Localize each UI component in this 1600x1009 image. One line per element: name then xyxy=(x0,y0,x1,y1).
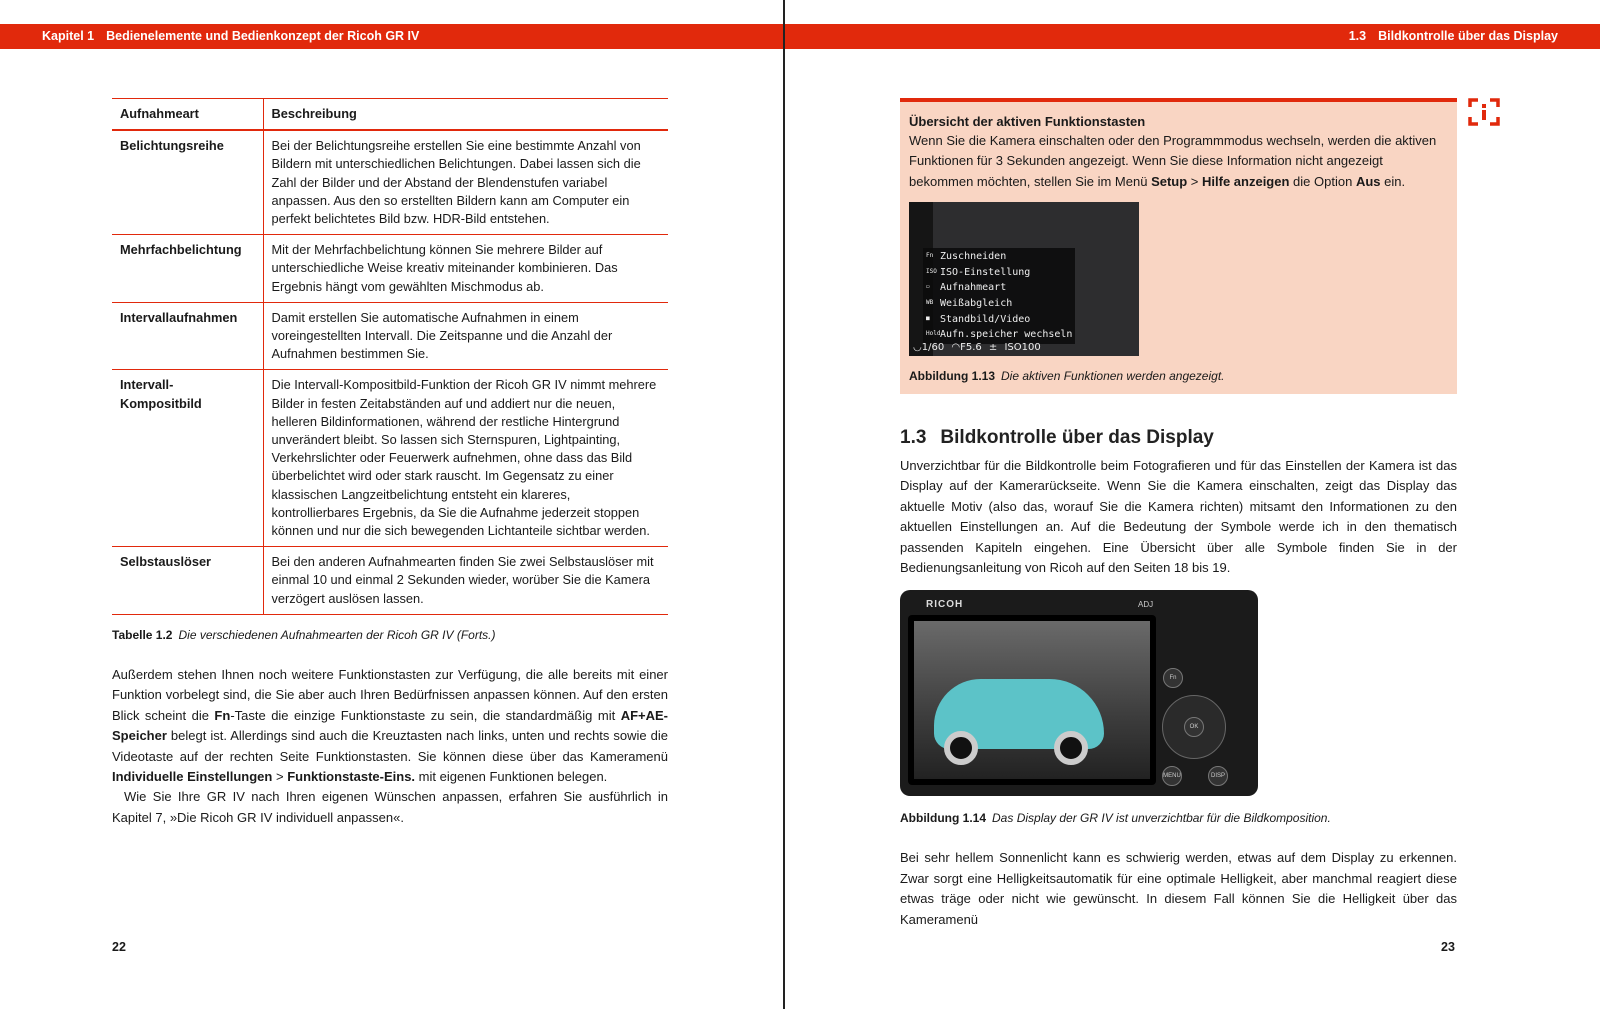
camera-back-photo xyxy=(900,590,1258,796)
menu-item xyxy=(926,296,1072,312)
column-header: Aufnahmeart xyxy=(112,99,263,131)
running-header-right xyxy=(785,24,1600,49)
paragraph xyxy=(112,665,668,787)
camera-lcd xyxy=(908,615,1156,785)
menu-item xyxy=(926,280,1072,296)
right-page-content xyxy=(900,425,1457,930)
cell-desc: Bei den anderen Aufnahmearten finden Sie zwei Selbstauslöser mit einmal 10 und einmal 2 Sekunden wieder, worüber Sie die Kamera verzögert auslösen lassen. xyxy=(263,547,668,615)
table-row xyxy=(112,130,668,235)
text: Fn xyxy=(214,707,231,723)
car-photo xyxy=(914,621,1150,779)
dial-icon xyxy=(1162,695,1226,759)
menu-button-icon: MENU xyxy=(1162,766,1182,786)
menu-item xyxy=(926,249,1072,265)
iso-icon: ISO xyxy=(926,267,937,275)
fn-icon: Fn xyxy=(926,252,934,260)
cell-name: Intervall-Kompositbild xyxy=(112,370,263,547)
table-row xyxy=(112,370,668,547)
text: > xyxy=(1187,173,1203,189)
wb-icon: WB xyxy=(926,299,934,307)
chapter-label: Kapitel 1 xyxy=(42,29,95,43)
menu-label: ISO-Einstellung xyxy=(940,267,1031,279)
text: Außerdem stehen Ihnen noch weitere Funktionstasten zur Verfügung, die alle bereits mit einer Funktion vorbelegt sind, die Sie aber auch Ihren Bedürfnissen anpassen können. Auf den ersten Blick scheint die xyxy=(112,666,668,723)
table-row xyxy=(112,235,668,303)
table-header xyxy=(112,99,668,131)
table-row xyxy=(112,302,668,370)
video-icon: ■ xyxy=(926,314,930,322)
disp-button-icon: DISP xyxy=(1208,766,1228,786)
caption-text: Die verschiedenen Aufnahmearten der Ricoh GR IV (Forts.) xyxy=(178,627,496,642)
camera-screen-figure xyxy=(909,202,1139,356)
paragraph: Unverzichtbar für die Bildkontrolle beim Fotografieren und für das Einstellen der Kamera ist das Display auf der Kamerarückseite. Wenn Sie die Kamera einschalten, zeigt das Display das aktuelle Motiv (also das, worauf Sie die Kamera richten) mitsamt den Informationen zu den aktuellen Einstellungen an. Auf die Bedeutung der Symbole werde ich in den thematisch passenden Kapiteln eingehen. Eine Übersicht über alle Symbole finden Sie in der Bedienungsanleitung von Ricoh auf den Seiten 18 bis 19. xyxy=(900,458,1457,576)
ok-button-icon: OK xyxy=(1184,717,1204,737)
menu-label: Aufnahmeart xyxy=(940,282,1007,294)
cell-desc: Mit der Mehrfachbelichtung können Sie mehrere Bilder auf unterschiedliche Weise kreativ miteinander kombinieren. Das Ergebnis hängt vom gewählten Mischmodus ab. xyxy=(263,235,668,303)
camera-brand-logo: RICOH xyxy=(926,599,964,611)
section-number: 1.3 xyxy=(1348,29,1367,43)
text: Individuelle Einstellungen xyxy=(112,768,273,784)
heading-title: Bildkontrolle über das Display xyxy=(940,427,1214,448)
text: Wenn Sie die Kamera einschalten oder den Programmmodus wechseln, werden die aktiven Funktionen für 3 Sekunden angezeigt. Wenn Sie diese Information nicht angezeigt bekommen möchten, stellen Sie im Menü xyxy=(909,133,1437,189)
text: Aus xyxy=(1355,173,1381,189)
figure-caption xyxy=(900,810,1457,826)
wheel xyxy=(1054,731,1088,765)
cell-desc: Bei der Belichtungsreihe erstellen Sie eine bestimmte Anzahl von Bildern mit unterschiedlichen Belichtungen. Dabei lassen sich die Zahl der Bilder und der Abstand der Blendenstufen variabel anpassen. Aus den so erstellten Bildern kann am Computer ein perfekt belichtetes Bild bzw. HDR-Bild entstehen. xyxy=(263,130,668,235)
caption-text: Die aktiven Funktionen werden angezeigt. xyxy=(1001,369,1225,384)
focus-info-icon xyxy=(1468,98,1500,126)
text: ein. xyxy=(1380,173,1406,189)
text: Funktionstaste-Eins. xyxy=(287,768,416,784)
text: mit eigenen Funktionen belegen. xyxy=(415,768,608,784)
function-menu xyxy=(923,248,1075,344)
running-header-left xyxy=(0,24,784,49)
table-row xyxy=(112,547,668,615)
heading-number: 1.3 xyxy=(900,427,927,448)
caption-label: Abbildung 1.14 xyxy=(900,811,987,826)
page-gutter xyxy=(783,0,785,1009)
left-page-content xyxy=(112,98,668,828)
text: Setup xyxy=(1151,173,1188,189)
menu-item xyxy=(926,312,1072,328)
drive-mode-icon: ▭ xyxy=(926,283,930,291)
fn-button-icon: Fn xyxy=(1163,668,1183,688)
video-hold-icon: Hold xyxy=(926,330,941,338)
cell-name: Selbstauslöser xyxy=(112,547,263,615)
menu-label: Aufn.speicher wechseln xyxy=(940,329,1073,341)
table-caption xyxy=(112,627,668,643)
modes-table xyxy=(112,98,668,615)
section-title: Bildkontrolle über das Display xyxy=(1378,29,1558,43)
menu-label: Weißabgleich xyxy=(940,298,1013,310)
menu-item xyxy=(926,265,1072,281)
cell-name: Intervallaufnahmen xyxy=(112,302,263,370)
cell-name: Belichtungsreihe xyxy=(112,130,263,235)
paragraph: Bei sehr hellem Sonnenlicht kann es schwierig werden, etwas auf dem Display zu erkennen. Zwar sorgt eine Helligkeitsautomatik für eine optimale Helligkeit, aber manchmal reagiert diese etwas träge oder nicht wie gewünscht. In diesem Fall können Sie die Helligkeit über das Kameramenü xyxy=(900,850,1457,927)
cell-desc: Damit erstellen Sie automatische Aufnahmen in einem voreingestellten Intervall. Die Zeitspanne und die Anzahl der Aufnahmen bestimmen Sie. xyxy=(263,302,668,370)
paragraph: Wie Sie Ihre GR IV nach Ihren eigenen Wünschen anpassen, erfahren Sie ausführlich in Kapitel 7, »Die Ricoh GR IV individuell anpassen«. xyxy=(112,789,668,825)
text: belegt ist. Allerdings sind auch die Kreuztasten nach links, unten und rechts sowie die Videotaste auf der rechten Seite Funktionstasten. Sie können diese über das Kameramenü xyxy=(112,728,668,764)
figure-caption xyxy=(909,368,1448,384)
text: Hilfe anzeigen xyxy=(1202,173,1290,189)
caption-text: Das Display der GR IV ist unverzichtbar für die Bildkomposition. xyxy=(992,811,1331,826)
menu-label: Standbild/Video xyxy=(940,313,1031,325)
cell-desc: Die Intervall-Kompositbild-Funktion der Ricoh GR IV nimmt mehrere Bilder in festen Zeitabständen auf und addiert nur die neuen, helleren Bildinformationen, während der restliche Hintergrund unverändert bleibt. So lassen sich Sternspuren, Lightpainting, Verkehrslichter oder Feuerwerk aufnehmen, ohne dass das Bild überbelichtet wird oder stark rauscht. Im Gegensatz zu einer klassischen Langzeitbelichtung entsteht ein klareres, kontrollierbares Ergebnis, da Sie die Aufnahme jederzeit stoppen können und nur die sich bewegenden Lichtanteile sichtbar werden. xyxy=(263,370,668,547)
page-number: 22 xyxy=(112,940,126,954)
text: -Taste die einzige Funktionstaste zu sein, die standardmäßig mit xyxy=(230,707,621,723)
page-number: 23 xyxy=(1441,940,1455,954)
body-text-left xyxy=(112,665,668,828)
cell-name: Mehrfachbelichtung xyxy=(112,235,263,303)
caption-label: Tabelle 1.2 xyxy=(112,627,173,642)
info-box-text xyxy=(909,131,1448,192)
text: die Option xyxy=(1289,173,1356,189)
adj-label: ADJ xyxy=(1138,600,1154,610)
section-heading xyxy=(900,425,1457,451)
menu-label: Zuschneiden xyxy=(940,251,1007,263)
caption-label: Abbildung 1.13 xyxy=(909,369,996,384)
exposure-status: ◡1/60 ◠F5.6 ± ISO100 xyxy=(913,342,1041,354)
info-box xyxy=(900,98,1457,394)
wheel xyxy=(944,731,978,765)
text: AF+AE-Speicher xyxy=(112,707,668,744)
chapter-title: Bedienelemente und Bedienkonzept der Ricoh GR IV xyxy=(106,29,420,43)
column-header: Beschreibung xyxy=(263,99,668,131)
text: > xyxy=(272,768,288,784)
info-box-title: Übersicht der aktiven Funktionstasten xyxy=(909,114,1146,129)
